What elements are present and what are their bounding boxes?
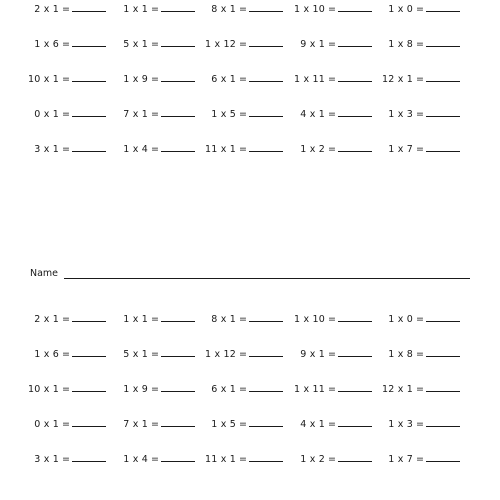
equals-sign: = bbox=[416, 314, 424, 325]
equals-sign: = bbox=[328, 454, 336, 465]
problem-expression: 1 x 0 bbox=[388, 314, 414, 325]
equals-sign: = bbox=[416, 454, 424, 465]
answer-blank[interactable] bbox=[72, 310, 106, 322]
problem-expression: 1 x 4 bbox=[123, 144, 149, 155]
problem-row bbox=[0, 35, 500, 55]
equals-sign: = bbox=[151, 314, 159, 325]
multiplication-problem bbox=[292, 0, 372, 20]
multiplication-problem bbox=[115, 380, 195, 400]
multiplication-problem bbox=[115, 345, 195, 365]
answer-blank[interactable] bbox=[72, 35, 106, 47]
multiplication-problem bbox=[203, 380, 283, 400]
answer-blank[interactable] bbox=[338, 415, 372, 427]
equals-sign: = bbox=[328, 74, 336, 85]
equals-sign: = bbox=[416, 419, 424, 430]
equals-sign: = bbox=[151, 384, 159, 395]
answer-blank[interactable] bbox=[249, 310, 283, 322]
problem-expression: 1 x 12 bbox=[205, 39, 237, 50]
problem-row bbox=[0, 140, 500, 160]
equals-sign: = bbox=[62, 384, 70, 395]
equals-sign: = bbox=[62, 349, 70, 360]
equals-sign: = bbox=[151, 74, 159, 85]
problem-row bbox=[0, 0, 500, 20]
problem-expression: 1 x 6 bbox=[34, 349, 60, 360]
problem-row bbox=[0, 380, 500, 400]
answer-blank[interactable] bbox=[72, 105, 106, 117]
problem-row bbox=[0, 450, 500, 470]
answer-blank[interactable] bbox=[426, 70, 460, 82]
problem-expression: 0 x 1 bbox=[34, 419, 60, 430]
multiplication-problem bbox=[115, 35, 195, 55]
name-label: Name bbox=[30, 268, 59, 279]
problem-expression: 1 x 4 bbox=[123, 454, 149, 465]
problem-row bbox=[0, 345, 500, 365]
problem-expression: 1 x 12 bbox=[205, 349, 237, 360]
answer-blank[interactable] bbox=[249, 105, 283, 117]
equals-sign: = bbox=[62, 109, 70, 120]
answer-blank[interactable] bbox=[249, 35, 283, 47]
problem-expression: 5 x 1 bbox=[123, 349, 149, 360]
multiplication-problem bbox=[115, 140, 195, 160]
answer-blank[interactable] bbox=[72, 345, 106, 357]
problem-expression: 10 x 1 bbox=[28, 384, 60, 395]
problem-row bbox=[0, 310, 500, 330]
equals-sign: = bbox=[239, 454, 247, 465]
equals-sign: = bbox=[151, 144, 159, 155]
problem-expression: 1 x 5 bbox=[211, 419, 237, 430]
multiplication-problem bbox=[115, 310, 195, 330]
problem-expression: 1 x 6 bbox=[34, 39, 60, 50]
equals-sign: = bbox=[416, 74, 424, 85]
multiplication-problem bbox=[203, 310, 283, 330]
multiplication-problem bbox=[26, 380, 106, 400]
problem-expression: 1 x 2 bbox=[300, 144, 326, 155]
multiplication-problem bbox=[380, 450, 460, 470]
answer-blank[interactable] bbox=[426, 380, 460, 392]
multiplication-problem bbox=[292, 345, 372, 365]
equals-sign: = bbox=[416, 4, 424, 15]
answer-blank[interactable] bbox=[338, 380, 372, 392]
multiplication-problem bbox=[115, 0, 195, 20]
answer-blank[interactable] bbox=[249, 345, 283, 357]
answer-blank[interactable] bbox=[249, 0, 283, 12]
answer-blank[interactable] bbox=[249, 450, 283, 462]
answer-blank[interactable] bbox=[426, 0, 460, 12]
problem-expression: 6 x 1 bbox=[211, 74, 237, 85]
multiplication-problem bbox=[26, 70, 106, 90]
multiplication-problem bbox=[203, 70, 283, 90]
problem-expression: 1 x 1 bbox=[123, 4, 149, 15]
answer-blank[interactable] bbox=[426, 310, 460, 322]
multiplication-problem bbox=[292, 415, 372, 435]
equals-sign: = bbox=[328, 109, 336, 120]
equals-sign: = bbox=[151, 419, 159, 430]
equals-sign: = bbox=[62, 314, 70, 325]
equals-sign: = bbox=[416, 39, 424, 50]
problem-expression: 7 x 1 bbox=[123, 109, 149, 120]
equals-sign: = bbox=[328, 349, 336, 360]
problem-expression: 1 x 8 bbox=[388, 349, 414, 360]
equals-sign: = bbox=[239, 384, 247, 395]
problem-row bbox=[0, 105, 500, 125]
problem-expression: 8 x 1 bbox=[211, 4, 237, 15]
problem-expression: 1 x 1 bbox=[123, 314, 149, 325]
answer-blank[interactable] bbox=[249, 380, 283, 392]
multiplication-problem bbox=[203, 35, 283, 55]
equals-sign: = bbox=[328, 384, 336, 395]
answer-blank[interactable] bbox=[72, 450, 106, 462]
multiplication-problem bbox=[26, 35, 106, 55]
answer-blank[interactable] bbox=[338, 0, 372, 12]
answer-blank[interactable] bbox=[426, 345, 460, 357]
equals-sign: = bbox=[239, 314, 247, 325]
multiplication-problem bbox=[292, 450, 372, 470]
problem-expression: 0 x 1 bbox=[34, 109, 60, 120]
problem-row bbox=[0, 415, 500, 435]
equals-sign: = bbox=[328, 419, 336, 430]
equals-sign: = bbox=[239, 4, 247, 15]
answer-blank[interactable] bbox=[72, 0, 106, 12]
answer-blank[interactable] bbox=[161, 105, 195, 117]
answer-blank[interactable] bbox=[426, 415, 460, 427]
equals-sign: = bbox=[62, 74, 70, 85]
answer-blank[interactable] bbox=[161, 70, 195, 82]
equals-sign: = bbox=[328, 4, 336, 15]
multiplication-problem bbox=[292, 105, 372, 125]
answer-blank[interactable] bbox=[161, 35, 195, 47]
multiplication-problem bbox=[26, 345, 106, 365]
equals-sign: = bbox=[151, 454, 159, 465]
answer-blank[interactable] bbox=[161, 0, 195, 12]
equals-sign: = bbox=[151, 39, 159, 50]
equals-sign: = bbox=[416, 109, 424, 120]
answer-blank[interactable] bbox=[72, 140, 106, 152]
problem-expression: 12 x 1 bbox=[382, 384, 414, 395]
answer-blank[interactable] bbox=[161, 140, 195, 152]
problem-expression: 1 x 11 bbox=[294, 384, 326, 395]
problem-expression: 1 x 7 bbox=[388, 454, 414, 465]
multiplication-problem bbox=[26, 0, 106, 20]
problem-row bbox=[0, 70, 500, 90]
problem-expression: 3 x 1 bbox=[34, 454, 60, 465]
problem-expression: 1 x 0 bbox=[388, 4, 414, 15]
problem-expression: 1 x 9 bbox=[123, 384, 149, 395]
problem-expression: 11 x 1 bbox=[205, 454, 237, 465]
answer-blank[interactable] bbox=[161, 450, 195, 462]
problem-expression: 1 x 3 bbox=[388, 109, 414, 120]
problem-expression: 12 x 1 bbox=[382, 74, 414, 85]
multiplication-problem bbox=[115, 70, 195, 90]
equals-sign: = bbox=[239, 144, 247, 155]
multiplication-problem bbox=[292, 140, 372, 160]
equals-sign: = bbox=[62, 144, 70, 155]
equals-sign: = bbox=[416, 384, 424, 395]
equals-sign: = bbox=[239, 74, 247, 85]
answer-blank[interactable] bbox=[249, 70, 283, 82]
answer-blank[interactable] bbox=[72, 380, 106, 392]
multiplication-problem bbox=[292, 70, 372, 90]
multiplication-problem bbox=[203, 345, 283, 365]
multiplication-problem bbox=[292, 35, 372, 55]
answer-blank[interactable] bbox=[338, 450, 372, 462]
multiplication-problem bbox=[26, 310, 106, 330]
equals-sign: = bbox=[151, 109, 159, 120]
equals-sign: = bbox=[239, 419, 247, 430]
multiplication-problem bbox=[115, 105, 195, 125]
answer-blank[interactable] bbox=[338, 70, 372, 82]
multiplication-problem bbox=[26, 450, 106, 470]
answer-blank[interactable] bbox=[426, 105, 460, 117]
equals-sign: = bbox=[62, 454, 70, 465]
answer-blank[interactable] bbox=[338, 140, 372, 152]
answer-blank[interactable] bbox=[161, 380, 195, 392]
problem-expression: 1 x 8 bbox=[388, 39, 414, 50]
answer-blank[interactable] bbox=[72, 70, 106, 82]
multiplication-problem bbox=[203, 450, 283, 470]
multiplication-problem bbox=[380, 0, 460, 20]
equals-sign: = bbox=[416, 144, 424, 155]
equals-sign: = bbox=[151, 4, 159, 15]
problem-expression: 8 x 1 bbox=[211, 314, 237, 325]
problem-expression: 2 x 1 bbox=[34, 4, 60, 15]
problem-expression: 4 x 1 bbox=[300, 109, 326, 120]
answer-blank[interactable] bbox=[338, 35, 372, 47]
multiplication-problem bbox=[380, 380, 460, 400]
answer-blank[interactable] bbox=[338, 105, 372, 117]
equals-sign: = bbox=[328, 314, 336, 325]
equals-sign: = bbox=[62, 419, 70, 430]
answer-blank[interactable] bbox=[249, 415, 283, 427]
multiplication-problem bbox=[203, 105, 283, 125]
answer-blank[interactable] bbox=[161, 415, 195, 427]
problem-expression: 1 x 9 bbox=[123, 74, 149, 85]
multiplication-problem bbox=[380, 310, 460, 330]
multiplication-problem bbox=[380, 345, 460, 365]
problem-expression: 11 x 1 bbox=[205, 144, 237, 155]
multiplication-problem bbox=[26, 140, 106, 160]
multiplication-problem bbox=[26, 415, 106, 435]
multiplication-problem bbox=[115, 415, 195, 435]
problem-expression: 5 x 1 bbox=[123, 39, 149, 50]
answer-blank[interactable] bbox=[72, 415, 106, 427]
answer-blank[interactable] bbox=[338, 310, 372, 322]
answer-blank[interactable] bbox=[161, 345, 195, 357]
equals-sign: = bbox=[62, 39, 70, 50]
answer-blank[interactable] bbox=[249, 140, 283, 152]
multiplication-problem bbox=[380, 70, 460, 90]
multiplication-problem bbox=[26, 105, 106, 125]
problem-expression: 1 x 3 bbox=[388, 419, 414, 430]
equals-sign: = bbox=[62, 4, 70, 15]
equals-sign: = bbox=[239, 39, 247, 50]
problem-expression: 3 x 1 bbox=[34, 144, 60, 155]
name-blank-line[interactable] bbox=[64, 278, 470, 279]
multiplication-problem bbox=[115, 450, 195, 470]
multiplication-problem bbox=[203, 140, 283, 160]
problem-expression: 10 x 1 bbox=[28, 74, 60, 85]
problem-expression: 1 x 11 bbox=[294, 74, 326, 85]
equals-sign: = bbox=[328, 144, 336, 155]
answer-blank[interactable] bbox=[426, 450, 460, 462]
multiplication-problem bbox=[380, 105, 460, 125]
answer-blank[interactable] bbox=[338, 345, 372, 357]
multiplication-problem bbox=[380, 415, 460, 435]
problem-expression: 4 x 1 bbox=[300, 419, 326, 430]
problem-expression: 1 x 10 bbox=[294, 314, 326, 325]
problem-expression: 1 x 7 bbox=[388, 144, 414, 155]
problem-expression: 6 x 1 bbox=[211, 384, 237, 395]
problem-expression: 1 x 10 bbox=[294, 4, 326, 15]
problem-expression: 9 x 1 bbox=[300, 349, 326, 360]
multiplication-problem bbox=[380, 140, 460, 160]
equals-sign: = bbox=[239, 349, 247, 360]
answer-blank[interactable] bbox=[426, 35, 460, 47]
equals-sign: = bbox=[416, 349, 424, 360]
name-row bbox=[30, 266, 470, 282]
multiplication-problem bbox=[203, 0, 283, 20]
equals-sign: = bbox=[328, 39, 336, 50]
equals-sign: = bbox=[239, 109, 247, 120]
equals-sign: = bbox=[151, 349, 159, 360]
multiplication-problem bbox=[380, 35, 460, 55]
answer-blank[interactable] bbox=[426, 140, 460, 152]
multiplication-problem bbox=[203, 415, 283, 435]
problem-expression: 1 x 2 bbox=[300, 454, 326, 465]
problem-expression: 2 x 1 bbox=[34, 314, 60, 325]
problem-expression: 7 x 1 bbox=[123, 419, 149, 430]
multiplication-problem bbox=[292, 310, 372, 330]
multiplication-problem bbox=[292, 380, 372, 400]
answer-blank[interactable] bbox=[161, 310, 195, 322]
problem-expression: 1 x 5 bbox=[211, 109, 237, 120]
problem-expression: 9 x 1 bbox=[300, 39, 326, 50]
